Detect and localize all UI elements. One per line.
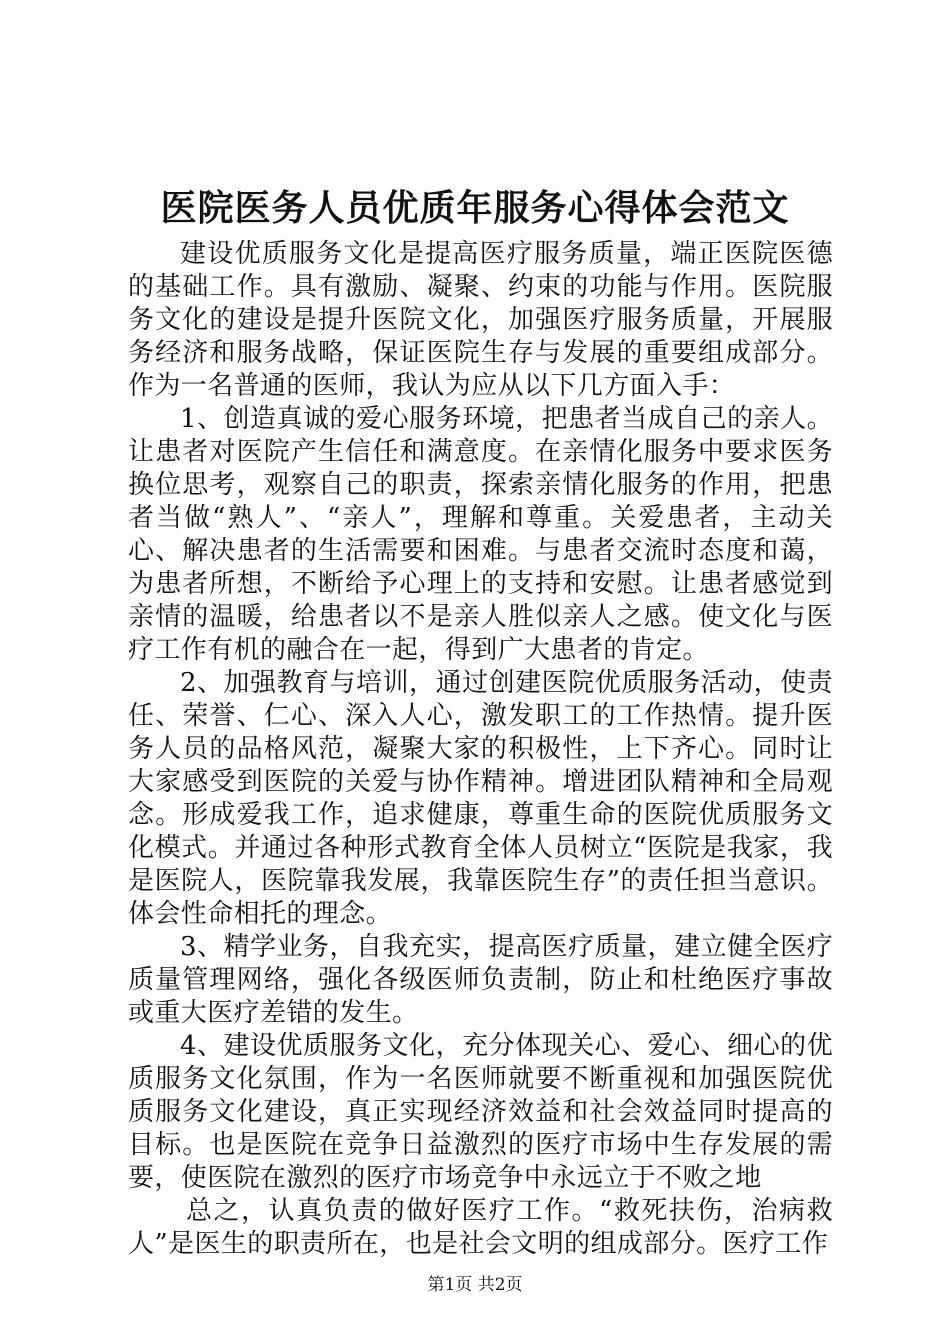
paragraph-point-2: 2、加强教育与培训，通过创建医院优质服务活动，使责任、荣誉、仁心、深入人心，激发职工的工作热情。提升医务人员的品格风范，凝聚大家的积极性，上下齐心。同时让大家感受到医院的关爱与协作精神。增进团队精神和全局观念。形成爱我工作，追求健康，尊重生命的医院优质服务文化模式。并通过各种形式教育全体人员树立“医院是我家，我是医院人，医院靠我发展，我靠医院生存”的责任担当意识。体会性命相托的理念。	[128, 668, 833, 929]
paragraph-point-1: 1、创造真诚的爱心服务环境，把患者当成自己的亲人。让患者对医院产生信任和满意度。在亲情化服务中要求医务换位思考，观察自己的职责，探索亲情化服务的作用，把患者当做“熟人”、“亲人”，理解和尊重。关爱患者，主动关心、解决患者的生活需要和困难。与患者交流时态度和蔼，为患者所想，不断给予心理上的支持和安慰。让患者感觉到亲情的温暖，给患者以不是亲人胜似亲人之感。使文化与医疗工作有机的融合在一起，得到广大患者的肯定。	[128, 404, 833, 665]
document-title: 医院医务人员优质年服务心得体会范文	[160, 187, 790, 229]
paragraph-intro: 建设优质服务文化是提高医疗服务质量，端正医院医德的基础工作。具有激励、凝聚、约束的功能与作用。医院服务文化的建设是提升医院文化，加强医疗服务质量，开展服务经济和服务战略，保证医院生存与发展的重要组成部分。作为一名普通的医师，我认为应从以下几方面入手：	[128, 239, 833, 401]
paragraph-conclusion: 总之，认真负责的做好医疗工作。“救死扶伤，治病救人”是医生的职责所在，也是社会文明的组成部分。医疗工作	[128, 1196, 833, 1259]
page-footer: 第1页 共2页	[427, 1275, 523, 1295]
document-body	[128, 238, 833, 1261]
paragraph-point-3: 3、精学业务，自我充实，提高医疗质量，建立健全医疗质量管理网络，强化各级医师负责制，防止和杜绝医疗事故或重大医疗差错的发生。	[128, 932, 833, 1028]
paragraph-point-4: 4、建设优质服务文化，充分体现关心、爱心、细心的优质服务文化氛围，作为一名医师就要不断重视和加强医院优质服务文化建设，真正实现经济效益和社会效益同时提高的目标。也是医院在竞争日益激烈的医疗市场中生存发展的需要，使医院在激烈的医疗市场竞争中永远立于不败之地	[128, 1031, 833, 1193]
